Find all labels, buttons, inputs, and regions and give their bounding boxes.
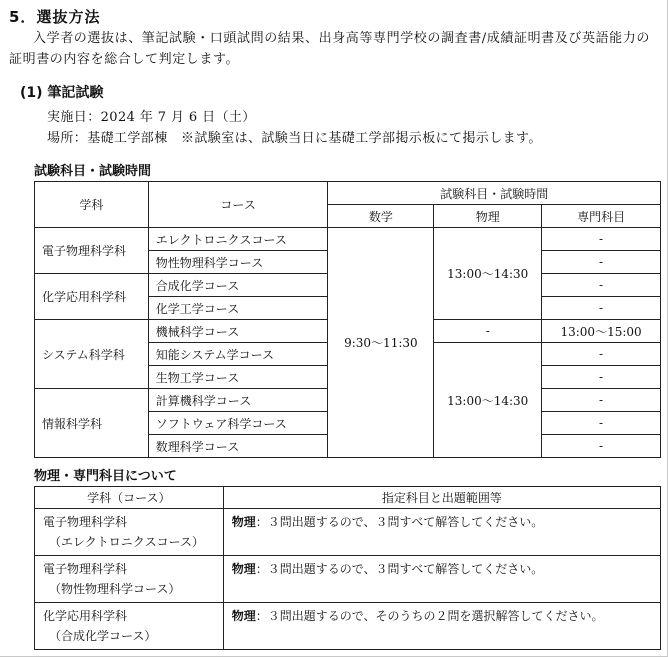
special-cell: - (542, 435, 661, 458)
dept-name: 化学応用科学科 (43, 609, 128, 623)
dept-name: 電子物理科学科 (43, 515, 128, 529)
course-name: （合成化学コース） (49, 629, 157, 643)
subject-name: 物理 (231, 515, 256, 529)
col-header-scope: 指定科目と出題範囲等 (223, 487, 660, 509)
dept-course-cell (35, 509, 224, 556)
course-cell: 計算機科学コース (148, 389, 328, 412)
physics-time-cell: 13:00～14:30 (434, 228, 542, 320)
col-header-dept-course: 学科（コース） (35, 487, 224, 509)
subject-desc: ：３問出題するので、３問すべて解答してください。 (255, 562, 544, 576)
course-cell: エレクトロニクスコース (148, 228, 328, 251)
scope-cell (223, 603, 660, 650)
table-row (35, 556, 661, 603)
course-cell: ソフトウェア科学コース (148, 412, 328, 435)
course-name: （エレクトロニクスコース） (49, 535, 205, 549)
special-cell: - (542, 251, 661, 274)
scope-cell (223, 556, 660, 603)
dept-course-cell (35, 603, 224, 650)
math-time-cell: 9:30～11:30 (328, 228, 434, 458)
table-row (35, 603, 661, 650)
dept-cell: 化学応用科学科 (35, 274, 149, 320)
section-title (9, 6, 100, 27)
special-cell: - (542, 274, 661, 297)
col-header-math: 数学 (328, 205, 434, 228)
exam-place-line: 場所：基礎工学部棟 ※試験室は、試験当日に基礎工学部掲示板にて掲示します。 (47, 131, 542, 146)
exam-date-line: 実施日：2024 年 7 月 6 日（土） (47, 110, 256, 125)
course-cell: 化学工学コース (148, 297, 328, 320)
physics-cell: - (434, 320, 542, 343)
course-cell: 生物工学コース (148, 366, 328, 389)
col-header-physics: 物理 (434, 205, 542, 228)
course-cell: 合成化学コース (148, 274, 328, 297)
course-cell: 数理科学コース (148, 435, 328, 458)
col-header-group: 試験科目・試験時間 (328, 182, 661, 205)
special-cell: - (542, 366, 661, 389)
special-cell: - (542, 297, 661, 320)
intro-paragraph: 入学者の選抜は、筆記試験・口頭試問の結果、出身高等専門学校の調査書/成績証明書及び英語能力の証明書の内容を総合して判定します。 (9, 31, 650, 67)
special-time-cell: 13:00～15:00 (542, 320, 661, 343)
special-cell: - (542, 343, 661, 366)
dept-cell: 電子物理科学科 (35, 228, 149, 274)
dept-course-cell (35, 556, 224, 603)
course-cell: 機械科学コース (148, 320, 328, 343)
physics-time-cell: 13:00～14:30 (434, 343, 542, 458)
dept-name: 電子物理科学科 (43, 562, 128, 576)
table-row (35, 509, 661, 556)
subject-name: 物理 (231, 562, 256, 576)
course-name: （物性物理科学コース） (49, 582, 181, 596)
course-cell: 物性物理科学コース (148, 251, 328, 274)
col-header-course: コース (148, 182, 328, 228)
subject-desc: ：３問出題するので、３問すべて解答してください。 (255, 515, 544, 529)
subject-desc: ：３問出題するので、そのうちの２問を選択解答してください。 (255, 609, 604, 623)
special-cell: - (542, 412, 661, 435)
special-cell: - (542, 389, 661, 412)
subject-name: 物理 (231, 609, 256, 623)
course-cell: 知能システム学コース (148, 343, 328, 366)
col-header-special: 専門科目 (542, 205, 661, 228)
section-title-text: 選抜方法 (36, 8, 101, 26)
dept-cell: 情報科学科 (35, 389, 149, 458)
schedule-table (34, 181, 661, 458)
dept-cell: システム科学科 (35, 320, 149, 389)
written-exam-title: (1) 筆記試験 (20, 85, 104, 101)
section-number: 5． (9, 8, 37, 26)
subjects-table (34, 486, 661, 650)
col-header-dept: 学科 (35, 182, 149, 228)
schedule-table-heading: 試験科目・試験時間 (34, 164, 152, 179)
special-cell: - (542, 228, 661, 251)
scope-cell (223, 509, 660, 556)
subjects-table-heading: 物理・専門科目について (34, 469, 177, 484)
